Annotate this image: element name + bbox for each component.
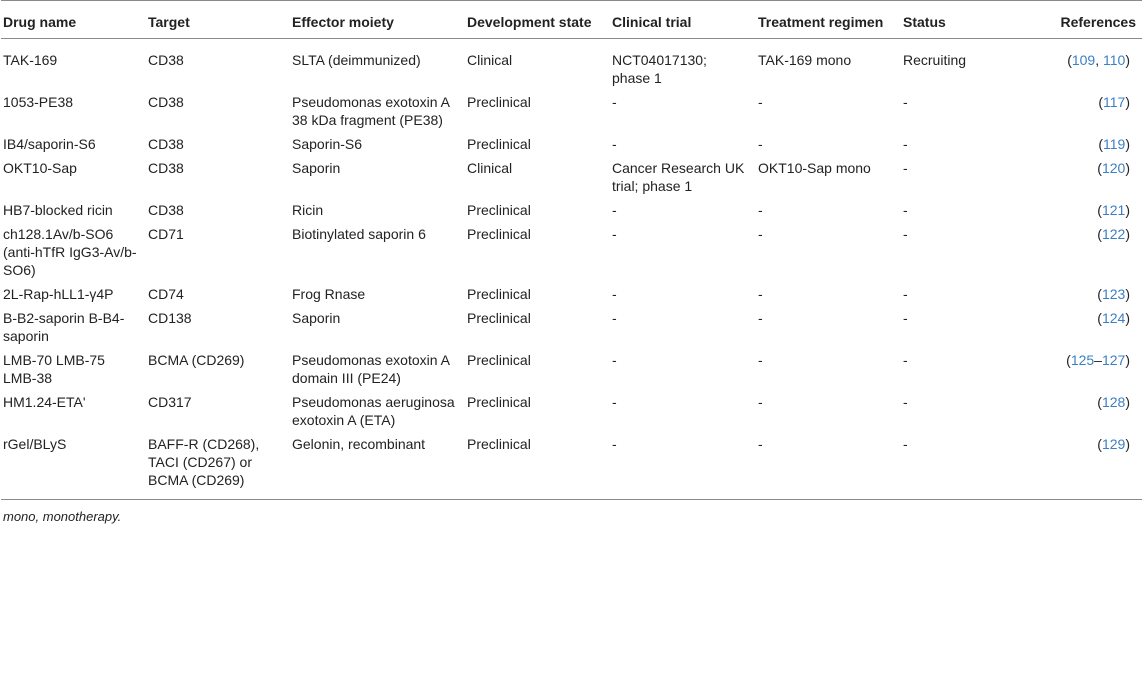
cell-treatment-regimen: TAK-169 mono — [758, 52, 852, 68]
table-row — [1, 39, 1142, 91]
reference-link[interactable]: 119 — [1103, 136, 1126, 152]
cell-references — [1014, 39, 1142, 91]
reference-close-paren: ) — [1125, 202, 1130, 218]
cell-clinical-trial: Cancer Research UK trial; phase 1 — [612, 160, 745, 194]
reference-link[interactable]: 122 — [1101, 226, 1126, 242]
table-row — [1, 156, 1142, 198]
reference-link[interactable]: 110 — [1103, 52, 1126, 68]
cell-treatment-regimen: OKT10-Sap mono — [758, 160, 871, 176]
cell-status: - — [903, 94, 908, 110]
cell-development-state: Preclinical — [467, 286, 531, 302]
reference-link[interactable]: 128 — [1101, 394, 1126, 410]
table-row — [1, 132, 1142, 156]
reference-close-paren: ) — [1125, 310, 1130, 326]
reference-open-paren: ( — [1097, 436, 1102, 452]
cell-treatment-regimen: - — [758, 286, 763, 302]
table-body — [1, 39, 1142, 500]
table-row — [1, 348, 1142, 390]
cell-drug-name: HM1.24-ETA' — [3, 394, 86, 410]
cell-development-state: Clinical — [467, 160, 513, 176]
reference-link[interactable]: 121 — [1101, 202, 1126, 218]
cell-treatment-regimen: - — [758, 94, 763, 110]
header-status: Status — [901, 1, 1014, 39]
cell-effector-moiety: Pseudomonas exotoxin A 38 kDa fragment (PE38) — [292, 94, 450, 128]
cell-target: CD71 — [148, 226, 184, 242]
header-development-state: Development state — [465, 1, 610, 39]
cell-target: CD38 — [148, 202, 184, 218]
cell-clinical-trial: - — [610, 432, 756, 500]
cell-development-state: Preclinical — [467, 394, 531, 410]
reference-open-paren: ( — [1097, 160, 1102, 176]
table-header — [1, 1, 1142, 39]
reference-link[interactable]: 123 — [1101, 286, 1126, 302]
cell-target: CD38 — [148, 160, 184, 176]
reference-close-paren: ) — [1125, 52, 1130, 68]
cell-target: CD317 — [148, 394, 192, 410]
cell-clinical-trial: - — [612, 394, 617, 410]
cell-drug-name: IB4/saporin-S6 — [3, 136, 96, 152]
header-references: References — [1014, 1, 1142, 39]
cell-development-state: Preclinical — [465, 432, 610, 500]
cell-effector-moiety: Gelonin, recombinant — [290, 432, 465, 500]
reference-open-paren: ( — [1066, 352, 1071, 368]
cell-development-state: Preclinical — [467, 202, 531, 218]
table-row — [1, 198, 1142, 222]
header-treatment-regimen: Treatment regimen — [756, 1, 901, 39]
cell-target: CD38 — [148, 94, 184, 110]
drug-table — [1, 0, 1142, 500]
cell-status: - — [901, 432, 1014, 500]
reference-link[interactable]: 120 — [1101, 160, 1126, 176]
cell-status: - — [903, 136, 908, 152]
reference-link[interactable]: 124 — [1101, 310, 1126, 326]
cell-status: Recruiting — [903, 52, 967, 68]
header-target: Target — [146, 1, 290, 39]
cell-references — [1014, 348, 1142, 390]
reference-close-paren: ) — [1125, 136, 1130, 152]
reference-link[interactable]: 125 — [1070, 352, 1095, 368]
header-clinical-trial: Clinical trial — [610, 1, 756, 39]
reference-close-paren: ) — [1125, 394, 1130, 410]
cell-treatment-regimen: - — [758, 352, 763, 368]
reference-open-paren: ( — [1097, 394, 1102, 410]
cell-drug-name: ch128.1Av/b-SO6 (anti-hTfR IgG3-Av/b-SO6) — [3, 226, 137, 278]
table-row — [1, 432, 1142, 500]
cell-clinical-trial: - — [612, 310, 617, 326]
reference-close-paren: ) — [1125, 352, 1130, 368]
table-row — [1, 282, 1142, 306]
reference-separator: – — [1094, 352, 1102, 368]
cell-drug-name: 2L-Rap-hLL1-γ4P — [3, 286, 114, 302]
cell-clinical-trial: - — [612, 202, 617, 218]
cell-drug-name: OKT10-Sap — [3, 160, 77, 176]
table-row — [1, 390, 1142, 432]
reference-open-paren: ( — [1097, 202, 1102, 218]
cell-clinical-trial: - — [612, 352, 617, 368]
cell-development-state: Preclinical — [467, 136, 531, 152]
reference-close-paren: ) — [1125, 226, 1130, 242]
cell-target: CD38 — [148, 136, 184, 152]
cell-treatment-regimen: - — [758, 202, 763, 218]
table-row — [1, 90, 1142, 132]
cell-references — [1014, 306, 1142, 348]
reference-close-paren: ) — [1125, 286, 1130, 302]
cell-development-state: Preclinical — [467, 94, 531, 110]
table-row — [1, 222, 1142, 282]
table-row — [1, 306, 1142, 348]
cell-effector-moiety: Pseudomonas exotoxin A domain III (PE24) — [292, 352, 450, 386]
cell-effector-moiety: SLTA (deimmunized) — [292, 52, 421, 68]
cell-treatment-regimen: - — [756, 432, 901, 500]
table-footnote: mono, monotherapy. — [3, 509, 122, 524]
cell-effector-moiety: Pseudomonas aeruginosa exotoxin A (ETA) — [292, 394, 455, 428]
cell-status: - — [903, 286, 908, 302]
cell-drug-name: 1053-PE38 — [3, 94, 74, 110]
cell-effector-moiety: Biotinylated saporin 6 — [292, 226, 426, 242]
cell-development-state: Preclinical — [467, 310, 531, 326]
cell-development-state: Preclinical — [467, 352, 531, 368]
cell-references — [1014, 156, 1142, 198]
cell-references — [1014, 198, 1142, 222]
cell-status: - — [903, 394, 908, 410]
reference-open-paren: ( — [1098, 136, 1103, 152]
cell-references — [1014, 390, 1142, 432]
cell-status: - — [903, 310, 908, 326]
cell-effector-moiety: Ricin — [292, 202, 324, 218]
reference-open-paren: ( — [1097, 310, 1102, 326]
cell-clinical-trial: NCT04017130; phase 1 — [612, 52, 707, 86]
reference-link[interactable]: 117 — [1103, 94, 1126, 110]
cell-drug-name: TAK-169 — [3, 52, 58, 68]
cell-effector-moiety: Saporin — [292, 160, 341, 176]
cell-effector-moiety: Frog Rnase — [292, 286, 366, 302]
cell-references — [1014, 90, 1142, 132]
reference-close-paren: ) — [1125, 160, 1130, 176]
cell-development-state: Preclinical — [467, 226, 531, 242]
cell-drug-name: LMB-70 LMB-75 LMB-38 — [3, 352, 105, 386]
header-drug-name: Drug name — [1, 1, 146, 39]
cell-effector-moiety: Saporin-S6 — [292, 136, 363, 152]
cell-treatment-regimen: - — [758, 310, 763, 326]
reference-separator: , — [1095, 52, 1103, 68]
cell-references — [1014, 432, 1142, 500]
reference-link[interactable]: 109 — [1071, 52, 1096, 68]
cell-references — [1014, 282, 1142, 306]
cell-target: CD38 — [148, 52, 184, 68]
cell-target: BAFF-R (CD268), TACI (CD267) or BCMA (CD269) — [146, 432, 290, 500]
reference-open-paren: ( — [1097, 286, 1102, 302]
reference-close-paren: ) — [1125, 436, 1130, 452]
cell-drug-name: rGel/BLyS — [1, 432, 146, 500]
reference-link[interactable]: 129 — [1101, 436, 1126, 452]
drug-table-container — [1, 0, 1142, 524]
cell-target: BCMA (CD269) — [148, 352, 245, 368]
cell-references — [1014, 132, 1142, 156]
cell-status: - — [903, 226, 908, 242]
reference-open-paren: ( — [1097, 226, 1102, 242]
header-row — [1, 1, 1142, 39]
reference-link[interactable]: 127 — [1101, 352, 1126, 368]
reference-open-paren: ( — [1098, 94, 1103, 110]
cell-treatment-regimen: - — [758, 136, 763, 152]
cell-references — [1014, 222, 1142, 282]
reference-open-paren: ( — [1067, 52, 1072, 68]
header-effector-moiety: Effector moiety — [290, 1, 465, 39]
cell-effector-moiety: Saporin — [292, 310, 341, 326]
reference-close-paren: ) — [1125, 94, 1130, 110]
cell-clinical-trial: - — [612, 94, 617, 110]
cell-status: - — [903, 202, 908, 218]
cell-treatment-regimen: - — [758, 226, 763, 242]
cell-target: CD138 — [148, 310, 192, 326]
cell-clinical-trial: - — [612, 136, 617, 152]
cell-status: - — [903, 160, 908, 176]
cell-drug-name: B-B2-saporin B-B4-saporin — [3, 310, 125, 344]
cell-clinical-trial: - — [612, 226, 617, 242]
cell-status: - — [903, 352, 908, 368]
cell-treatment-regimen: - — [758, 394, 763, 410]
cell-target: CD74 — [148, 286, 184, 302]
cell-development-state: Clinical — [467, 52, 513, 68]
cell-clinical-trial: - — [612, 286, 617, 302]
cell-drug-name: HB7-blocked ricin — [3, 202, 113, 218]
